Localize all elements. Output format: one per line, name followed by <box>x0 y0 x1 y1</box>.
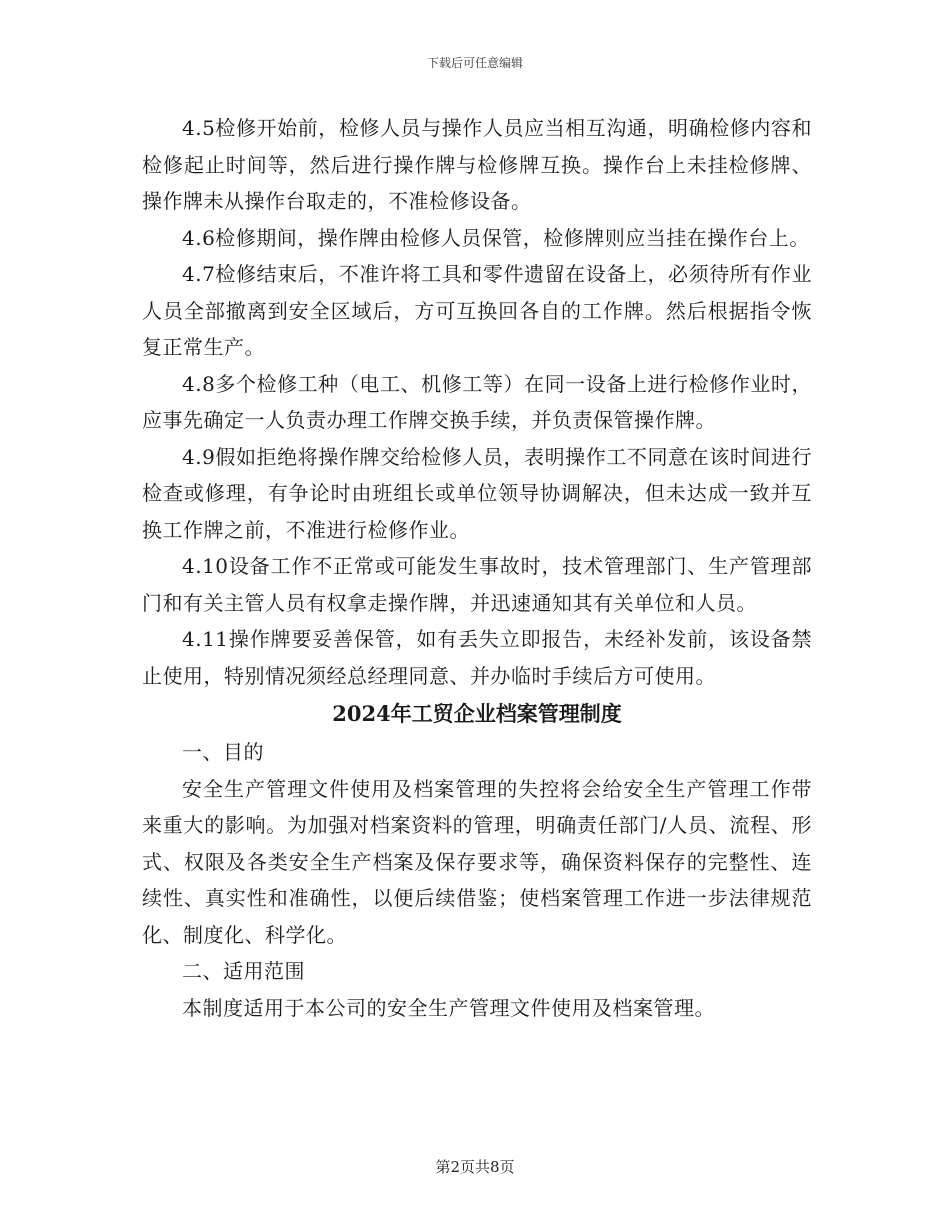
clause-4-8: 4.8多个检修工种（电工、机修工等）在同一设备上进行检修作业时，应事先确定一人负责办理工作牌交换手续，并负责保管操作牌。 <box>142 371 812 432</box>
page-number: 第2页共8页 <box>435 1158 515 1176</box>
clause-4-10: 4.10设备工作不正常或可能发生事故时，技术管理部门、生产管理部门和有关主管人员有权拿走操作牌，并迅速通知其有关单位和人员。 <box>142 554 812 615</box>
clause-4-6: 4.6检修期间，操作牌由检修人员保管，检修牌则应当挂在操作台上。 <box>182 225 810 250</box>
section-heading-purpose: 一、目的 <box>182 740 264 764</box>
document-body <box>142 110 812 1026</box>
clause-4-11: 4.11操作牌要妥善保管，如有丢失立即报告，未经补发前，该设备禁止使用，特别情况须经总经理同意、并办临时手续后方可使用。 <box>142 627 812 688</box>
clause-4-7: 4.7检修结束后，不准许将工具和零件遗留在设备上，必须待所有作业人员全部撤离到安全区域后，方可互换回各自的工作牌。然后根据指令恢复正常生产。 <box>142 262 812 359</box>
scope-paragraph: 本制度适用于本公司的安全生产管理文件使用及档案管理。 <box>182 995 715 1020</box>
page-header-note: 下载后可任意编辑 <box>426 56 523 70</box>
document-title: 2024年工贸企业档案管理制度 <box>332 701 622 726</box>
clause-4-9: 4.9假如拒绝将操作牌交给检修人员，表明操作工不同意在该时间进行检查或修理，有争论时由班组长或单位领导协调解决，但未达成一致并互换工作牌之前，不准进行检修作业。 <box>142 444 812 542</box>
purpose-paragraph: 安全生产管理文件使用及档案管理的失控将会给安全生产管理工作带来重大的影响。为加强对档案资料的管理，明确责任部门/人员、流程、形式、权限及各类安全生产档案及保存要求等，确保资料保存的完整性、连续性、真实性和准确性，以便后续借鉴；使档案管理工作进一步法律规范化、制度化、科学化。 <box>142 776 812 947</box>
clause-4-5: 4.5检修开始前，检修人员与操作人员应当相互沟通，明确检修内容和检修起止时间等，然后进行操作牌与检修牌互换。操作台上未挂检修牌、操作牌未从操作台取走的，不准检修设备。 <box>142 116 812 213</box>
section-heading-scope: 二、适用范围 <box>182 959 305 983</box>
